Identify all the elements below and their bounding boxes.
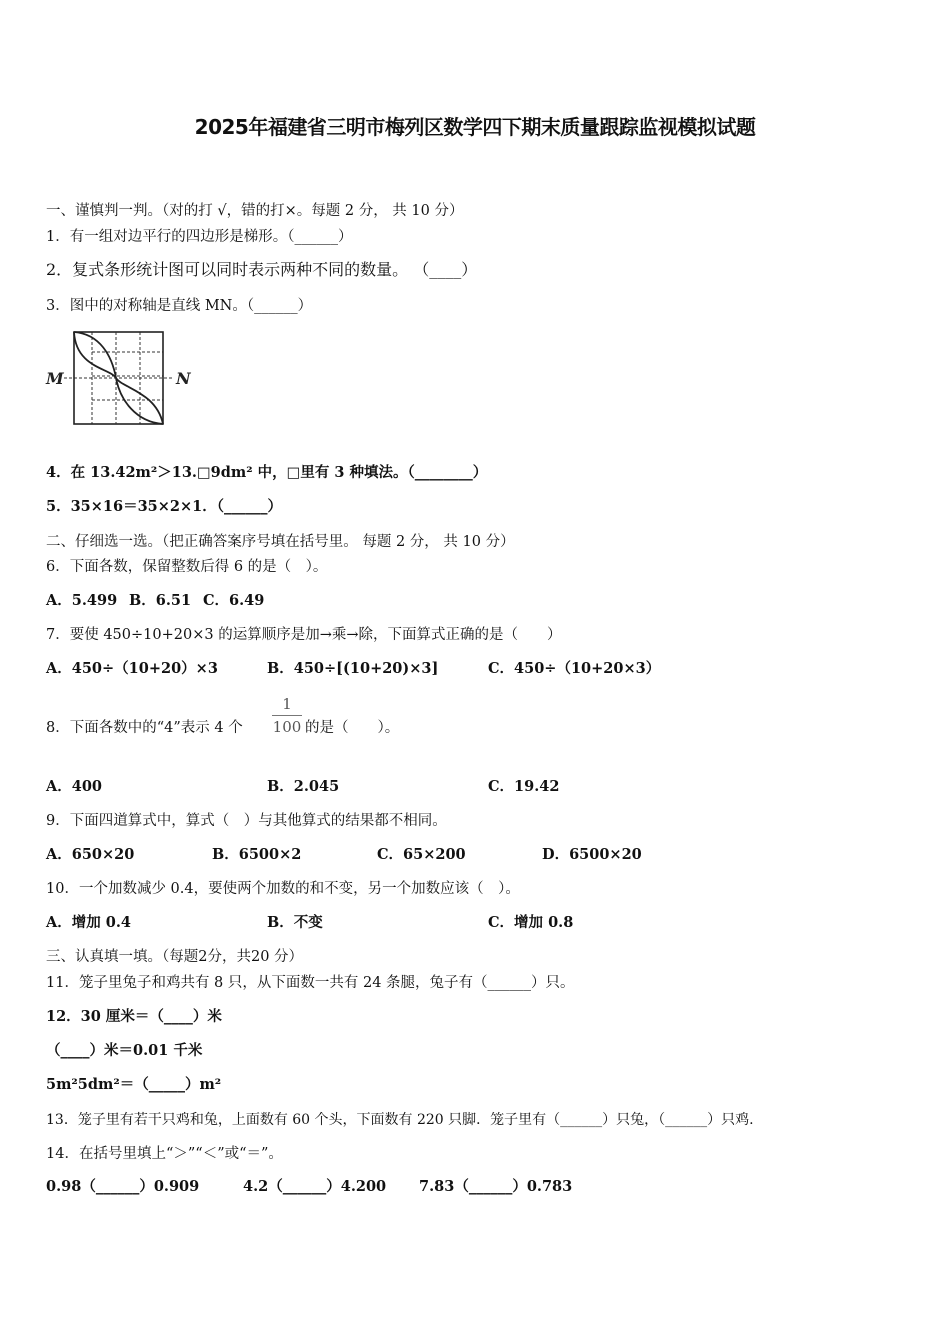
question-5: 5．35×16＝35×2×1．（______） xyxy=(46,498,282,515)
symmetry-grid-figure xyxy=(44,328,194,428)
fraction-denominator: 100 xyxy=(272,718,302,736)
q14-item-3: 7.83（______）0.783 xyxy=(419,1178,573,1195)
q6-option-b: B．6.51 xyxy=(129,592,192,609)
q9-option-a: A．650×20 xyxy=(46,846,135,863)
label-n: N xyxy=(176,369,191,388)
q7-option-a: A．450÷（10+20）×3 xyxy=(46,660,218,677)
q8-option-a: A．400 xyxy=(46,778,103,795)
q10-option-b: B．不变 xyxy=(267,914,323,931)
question-4: 4．在 13.42m²＞13.□9dm² 中，□里有 3 种填法。（________） xyxy=(46,464,488,481)
section-heading-2: 二、仔细选一选。（把正确答案序号填在括号里。 每题 2 分， 共 10 分） xyxy=(46,534,515,550)
question-12-a: 12．30 厘米＝（____）米 xyxy=(46,1008,222,1025)
question-13: 13．笼子里有若干只鸡和兔，上面数有 60 个头，下面数有 220 只脚．笼子里有（______）只兔，（______）只鸡. xyxy=(46,1112,754,1128)
q9-option-c: C．65×200 xyxy=(377,846,466,863)
fraction-one-hundredth xyxy=(270,694,304,737)
q6-option-c: C．6.49 xyxy=(203,592,265,609)
q8-option-c: C．19.42 xyxy=(488,778,560,795)
question-9: 9．下面四道算式中，算式（ ）与其他算式的结果都不相同。 xyxy=(46,813,447,829)
q7-option-b: B．450÷[(10+20)×3] xyxy=(267,660,439,677)
q7-option-c: C．450÷（10+20×3） xyxy=(488,660,661,677)
label-m: M xyxy=(46,369,64,388)
fraction-numerator: 1 xyxy=(282,695,292,713)
question-14: 14．在括号里填上“＞”“＜”或“＝”。 xyxy=(46,1146,283,1162)
question-1: 1．有一组对边平行的四边形是梯形。（______） xyxy=(46,229,353,245)
q14-item-2: 4.2（______）4.200 xyxy=(243,1178,387,1195)
question-11: 11．笼子里兔子和鸡共有 8 只，从下面数一共有 24 条腿，兔子有（______）只。 xyxy=(46,975,575,991)
section-heading-3: 三、认真填一填。（每题2分，共20 分） xyxy=(46,949,304,965)
q10-option-c: C．增加 0.8 xyxy=(488,914,574,931)
question-8-text: 8．下面各数中的“4”表示 4 个 xyxy=(46,720,243,736)
question-12-b: （____）米＝0.01 千米 xyxy=(46,1042,203,1059)
question-8-tail: 的是（ ）。 xyxy=(305,720,400,736)
page-title: 2025年福建省三明市梅列区数学四下期末质量跟踪监视模拟试题 xyxy=(194,115,756,139)
question-2: 2．复式条形统计图可以同时表示两种不同的数量。 （____） xyxy=(46,260,478,279)
q9-option-b: B．6500×2 xyxy=(212,846,302,863)
section-heading-1: 一、谨慎判一判。（对的打 √，错的打×。每题 2 分， 共 10 分） xyxy=(46,203,464,219)
q9-option-d: D．6500×20 xyxy=(542,846,642,863)
question-12-c: 5m²5dm²＝（_____）m² xyxy=(46,1076,222,1093)
question-7: 7．要使 450÷10+20×3 的运算顺序是加→乘→除，下面算式正确的是（ ） xyxy=(46,627,562,643)
q10-option-a: A．增加 0.4 xyxy=(46,914,132,931)
question-6: 6．下面各数，保留整数后得 6 的是（ ）。 xyxy=(46,559,328,575)
question-3: 3．图中的对称轴是直线 MN。（______） xyxy=(46,298,313,314)
question-10: 10．一个加数减少 0.4，要使两个加数的和不变，另一个加数应该（ ）。 xyxy=(46,881,520,897)
q8-option-b: B．2.045 xyxy=(267,778,340,795)
q14-item-1: 0.98（______）0.909 xyxy=(46,1178,200,1195)
q6-option-a: A．5.499 xyxy=(46,592,118,609)
